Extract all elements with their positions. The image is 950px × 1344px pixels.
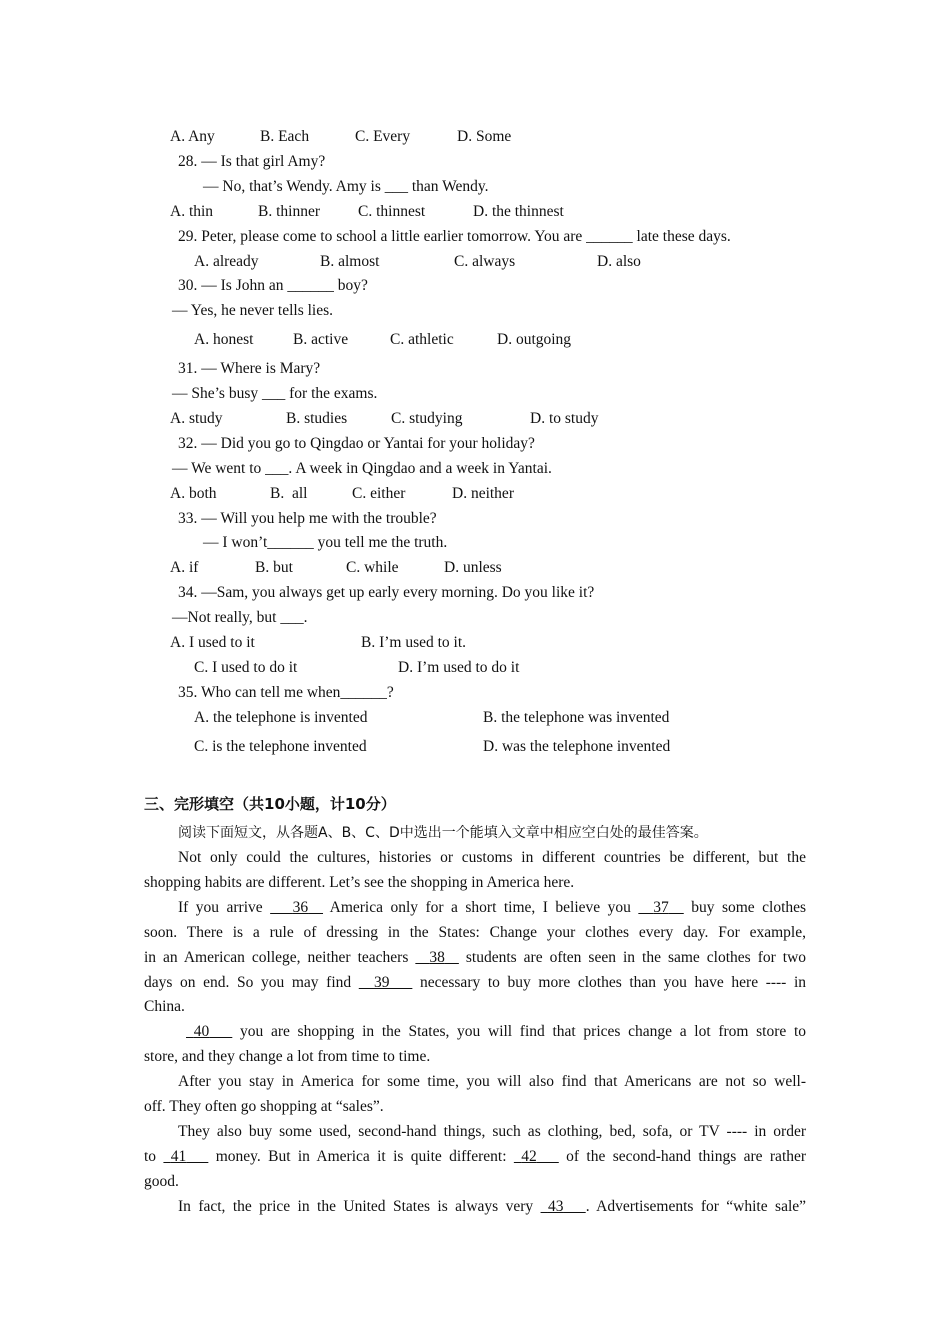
q32-option-b: B. all [270, 485, 308, 502]
q35-option-a: A. the telephone is invented [194, 709, 368, 726]
q30-option-b: B. active [293, 331, 349, 348]
passage-p2-line1: If you arrive 36 America only for a short time, I believe you 37 buy some clothes [178, 899, 807, 916]
section3-title: 三、完形填空（共10小题，计10分） [144, 795, 396, 813]
q33-option-c: C. while [346, 559, 399, 576]
q33-option-a: A. if [170, 559, 199, 576]
q29-option-b: B. almost [320, 253, 380, 270]
q31-option-a: A. study [170, 410, 223, 427]
q34-option-b: B. I’m used to it. [361, 634, 467, 651]
blank-43: 43 [547, 1198, 564, 1215]
q27-option-c: C. Every [355, 128, 411, 145]
q33-stem: 33. — Will you help me with the trouble? [178, 510, 437, 527]
section3-instruction: 阅读下面短文，从各题A、B、C、D中选出一个能填入文章中相应空白处的最佳答案。 [178, 825, 708, 841]
passage-p5-line3: good. [144, 1173, 179, 1190]
passage-p2-line4: days on end. So you may find 39 necessary to buy more clothes than you have here ---- in [144, 974, 807, 991]
q34-stem: 34. —Sam, you always get up early every morning. Do you like it? [178, 584, 595, 601]
q33-option-d: D. unless [444, 559, 502, 576]
q30-option-d: D. outgoing [497, 331, 572, 348]
q28-option-b: B. thinner [258, 203, 320, 220]
blank-42: 42 [521, 1148, 537, 1165]
q32-option-d: D. neither [452, 485, 514, 502]
q35-option-c: C. is the telephone invented [194, 738, 367, 755]
q27-option-d: D. Some [457, 128, 512, 145]
passage-p1-line2: shopping habits are different. Let’s see the shopping in America here. [144, 874, 575, 891]
blank-40: 40 [193, 1023, 210, 1040]
q30-option-a: A. honest [194, 331, 254, 348]
passage-p5-line2: to 41 money. But in America it is quite different: 42 of the second-hand things are rather [144, 1148, 807, 1165]
q30-reply: — Yes, he never tells lies. [172, 302, 334, 319]
q27-option-b: B. Each [260, 128, 310, 145]
q33-option-b: B. but [255, 559, 293, 576]
q34-option-a: A. I used to it [170, 634, 255, 651]
q29-option-d: D. also [597, 253, 641, 270]
blank-39: 39 [374, 974, 390, 991]
q30-option-c: C. athletic [390, 331, 454, 348]
q35-option-d: D. was the telephone invented [483, 738, 671, 755]
q34-option-c: C. I used to do it [194, 659, 298, 676]
q28-option-a: A. thin [170, 203, 214, 220]
passage-p2-line3: in an American college, neither teachers 38 students are often seen in the same clothes for two [144, 949, 807, 966]
q33-reply: — I won’t______ you tell me the truth. [203, 534, 448, 551]
q31-option-d: D. to study [530, 410, 599, 427]
passage-p4-line2: off. They often go shopping at “sales”. [144, 1098, 384, 1115]
q28-stem: 28. — Is that girl Amy? [178, 153, 326, 170]
q29-option-c: C. always [454, 253, 516, 270]
q34-reply: —Not really, but ___. [172, 609, 308, 626]
q32-reply: — We went to ___. A week in Qingdao and a week in Yantai. [172, 460, 552, 477]
q35-option-b: B. the telephone was invented [483, 709, 670, 726]
passage-p5-line1: They also buy some used, second-hand things, such as clothing, bed, sofa, or TV ---- in order [178, 1123, 806, 1140]
passage-p3-line1: 40 you are shopping in the States, you will find that prices change a lot from store to [186, 1022, 806, 1042]
passage-p4-line1: After you stay in America for some time, you will also find that Americans are not so well- [178, 1073, 806, 1090]
q28-reply: — No, that’s Wendy. Amy is ___ than Wendy. [203, 178, 489, 195]
q32-option-c: C. either [352, 485, 406, 502]
passage-p1-line1: Not only could the cultures, histories or customs in different countries be different, but the [178, 849, 806, 866]
q30-stem: 30. — Is John an ______ boy? [178, 277, 368, 294]
q28-option-d: D. the thinnest [473, 203, 564, 220]
q28-option-c: C. thinnest [358, 203, 426, 220]
passage-p6-line1: In fact, the price in the United States is always very 43 . Advertisements for “white sale” [178, 1198, 807, 1215]
q32-stem: 32. — Did you go to Qingdao or Yantai for your holiday? [178, 435, 535, 452]
q31-stem: 31. — Where is Mary? [178, 360, 321, 377]
q29-stem: 29. Peter, please come to school a little earlier tomorrow. You are ______ late these days. [178, 228, 731, 245]
passage-p3-line2: store, and they change a lot from time to time. [144, 1048, 431, 1065]
q27-option-a: A. Any [170, 128, 215, 145]
q31-option-b: B. studies [286, 410, 348, 427]
passage-p2-line2: soon. There is a rule of dressing in the States: Change your clothes every day. For example, [144, 924, 806, 941]
q29-option-a: A. already [194, 253, 259, 270]
q34-option-d: D. I’m used to do it [398, 659, 520, 676]
passage-p2-line5: China. [144, 998, 185, 1015]
blank-37: 37 [653, 899, 669, 916]
q35-stem: 35. Who can tell me when______? [178, 684, 394, 701]
q32-option-a: A. both [170, 485, 217, 502]
blank-36: 36 [292, 899, 309, 916]
q31-option-c: C. studying [391, 410, 463, 427]
q31-reply: — She’s busy ___ for the exams. [172, 385, 378, 402]
blank-38: 38 [429, 949, 445, 966]
blank-41: 41 [170, 1148, 187, 1165]
